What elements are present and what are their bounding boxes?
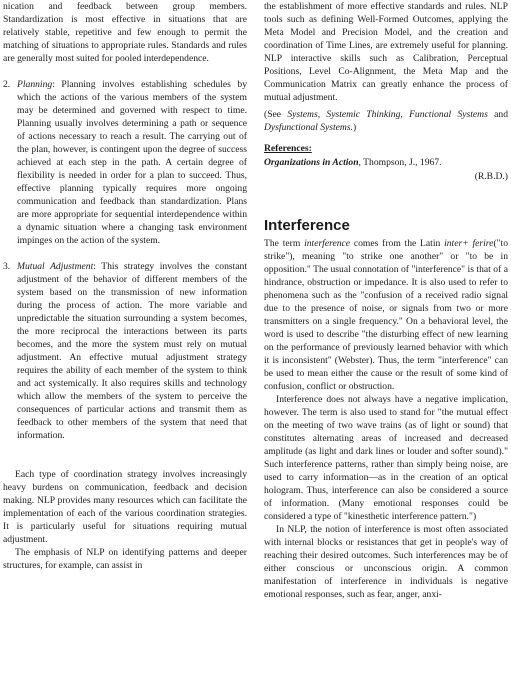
item-text: : This strategy involves the constant adjustment of the behavior of different members of the system based on the transmission of new information during the process of action. The more variable and unpredictable the situation surrounding a system becomes, the more reciprocal the interactions between its parts becomes, and the more the system must rely on mutual adjustment. An effective mutual adjustment strategy requires the ability of each member of the system to think and act systemically. It also requires skills and technology which allow the members of the system to perceive the consequences of particular actions and transmit them as feedback to other members of the system that need that information.	[17, 261, 247, 441]
list-item-planning	[3, 78, 247, 247]
item-text: : Planning involves establishing schedules by which the actions of the various members of the system may be determined and governed with respect to time. Planning usually involves determining a path or sequence of actions necessary to reach a result. The carrying out of the plan, however, is contingent upon the degree of success achieved at each step in the path. A certain degree of flexibility is needed in order for a plan to succeed. Thus, effective planning typically requires more ongoing communication and feedback than standardization. Plans are more appropriate for sequential interdependence within a dynamic situation where a changing task environment impinges on the action of the system.	[17, 79, 247, 246]
paragraph-intro: nication and feedback between group members. Standardization is most effective in situations that are relatively stable, repetitive and few enough to permit the matching of situations to appropriate rules. Standards and rules are generally most suited for pooled interdependence.	[3, 1, 247, 64]
references-heading: References:	[264, 143, 312, 154]
item-number: 3.	[3, 261, 11, 272]
author-signature: (R.B.D.)	[474, 171, 508, 182]
see-also-term-2: Dysfunctional Systems.	[264, 122, 353, 133]
item-number: 2.	[3, 79, 11, 90]
paragraph-definition	[264, 237, 508, 393]
def-part: comes from the Latin	[350, 238, 445, 249]
paragraph-continuation: the establishment of more effective standards and rules. NLP tools such as defining Well-Formed Outcomes, applying the Meta Model and Precision Model, and the creation and coordination of Time Lines, are extremely useful for planning. NLP interactive skills such as Calibration, Perceptual Positions, Level Co-Alignment, the Meta Map and the Communication Matrix can greatly enhance the process of mutual adjustment.	[264, 1, 508, 103]
see-also-term-1: Systems, Systemic Thinking, Functional Systems	[287, 109, 488, 120]
entry-heading: Interference	[264, 217, 350, 234]
def-latin: inter+ ferire	[444, 238, 494, 249]
reference-entry	[264, 156, 508, 169]
def-part: ("to strike"), meaning "to strike one another" or "to be in opposition." The usual connotation of "interference" is that of a hindrance, obstruction or impedance. It is also used to refer to phenomena such as the "confusion of a received radio signal due to the presence of noise, or signals from two or more transmitters on a single frequency." On a behavioral level, the word is used to describe "the disturbing effect of new learning on the performance of previously learned behavior with which it is inconsistent" (Webster). Thus, the term "interference" can be used to mean either the cause or the result of some kind of confusion, conflict or obstruction.	[264, 238, 509, 392]
see-also-suffix: )	[353, 122, 357, 133]
see-also	[264, 108, 508, 134]
see-also-and: and	[487, 109, 508, 120]
def-part: The term	[264, 238, 305, 249]
paragraph-emphasis: The emphasis of NLP on identifying patterns and deeper structures, for example, can assist in	[3, 547, 247, 571]
reference-rest: , Thompson, J., 1967.	[358, 157, 442, 168]
item-term: Mutual Adjustment	[17, 261, 94, 272]
def-term: interference	[304, 238, 351, 249]
reference-title: Organizations in Action	[264, 157, 359, 168]
right-column	[264, 0, 508, 601]
item-term: Planning	[17, 79, 53, 90]
paragraph-nlp: In NLP, the notion of interference is most often associated with internal blocks or resistances that get in people's way of reaching their desired outcomes. Such interferences may be of either conscious or unconscious origin. A common manifestation of interference in individuals is negative emotional responses, such as fear, anger, anxi-	[264, 524, 508, 600]
paragraph-not-negative: Interference does not always have a negative implication, however. The term is also used to stand for "the mutual effect on the meeting of two wave trains (as of light or sound) that constitutes alternating areas of increased and decreased amplitude (as light and dark lines or louder and softer sound)." Such interference patterns, rather than simply being noise, are used to carry information—as in the creation of an optical hologram. Thus, interference can also be considered a source of information. (Many emotional responses could be considered a type of "kinesthetic interference pattern.")	[264, 394, 508, 522]
list-item-mutual-adjustment	[3, 260, 247, 442]
see-also-prefix: (See	[264, 109, 288, 120]
left-column	[3, 0, 247, 572]
paragraph-each-type: Each type of coordination strategy involves increasingly heavy burdens on communication, feedback and decision making. NLP provides many resources which can facilitate the implementation of each of the various coordination strategies. It is particularly useful for situations requiring mutual adjustment.	[3, 469, 247, 545]
